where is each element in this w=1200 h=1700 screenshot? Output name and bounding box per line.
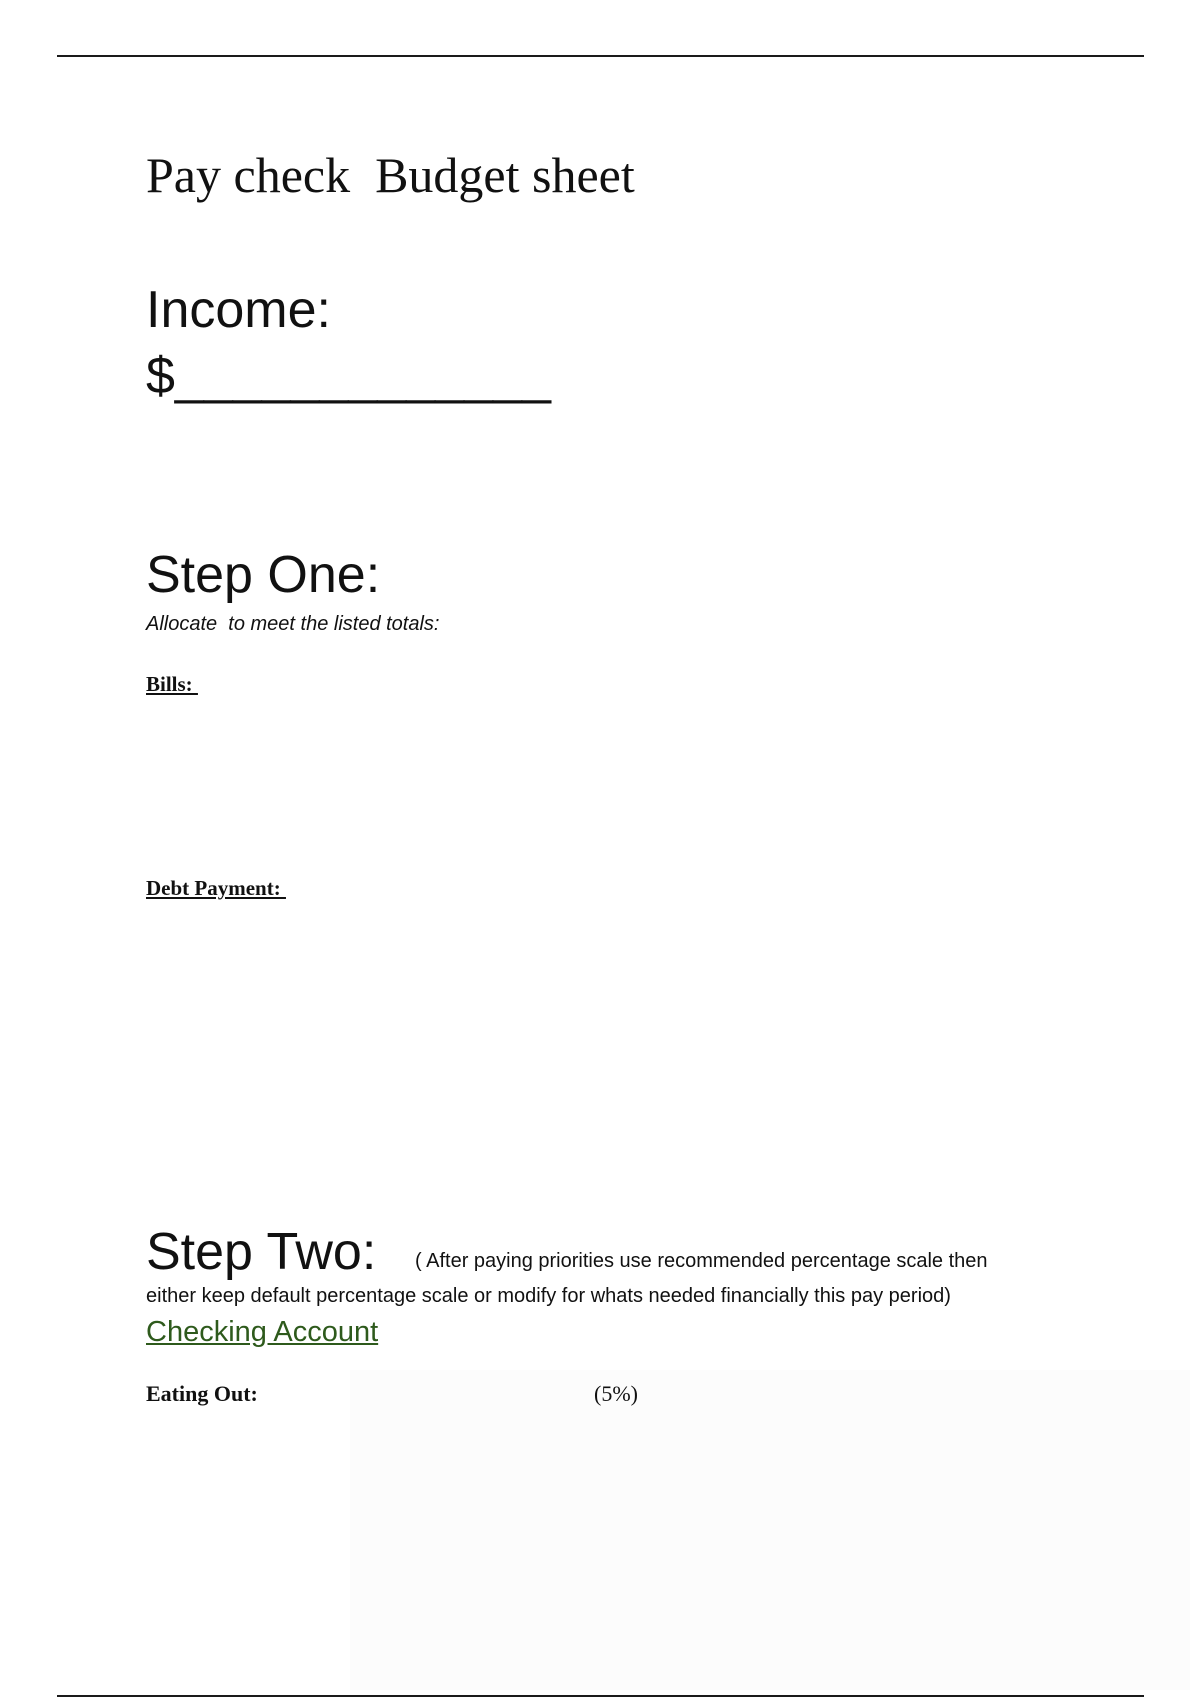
step-two-note-line-2: either keep default percentage scale or modify for whats needed financially this pay period) — [146, 1285, 951, 1307]
step-two-note-line-1: ( After paying priorities use recommended percentage scale then — [415, 1250, 988, 1272]
checking-account-link[interactable]: Checking Account — [146, 1316, 379, 1348]
step-one-heading: Step One: — [146, 546, 381, 604]
debt-payment-label: Debt Payment: — [146, 876, 286, 900]
document-title: Pay check Budget sheet — [146, 147, 635, 203]
step-one-instruction: Allocate to meet the listed totals: — [146, 613, 440, 635]
step-two-heading: Step Two: — [146, 1223, 377, 1281]
top-divider — [57, 55, 1144, 57]
bottom-divider — [57, 1695, 1144, 1697]
income-heading: Income: — [146, 281, 331, 339]
income-amount-blank: $_____________ — [146, 347, 551, 405]
faint-table-region — [350, 1370, 1190, 1690]
eating-out-percent: (5%) — [594, 1381, 638, 1406]
bills-label: Bills: — [146, 672, 198, 696]
eating-out-label: Eating Out: — [146, 1381, 258, 1406]
